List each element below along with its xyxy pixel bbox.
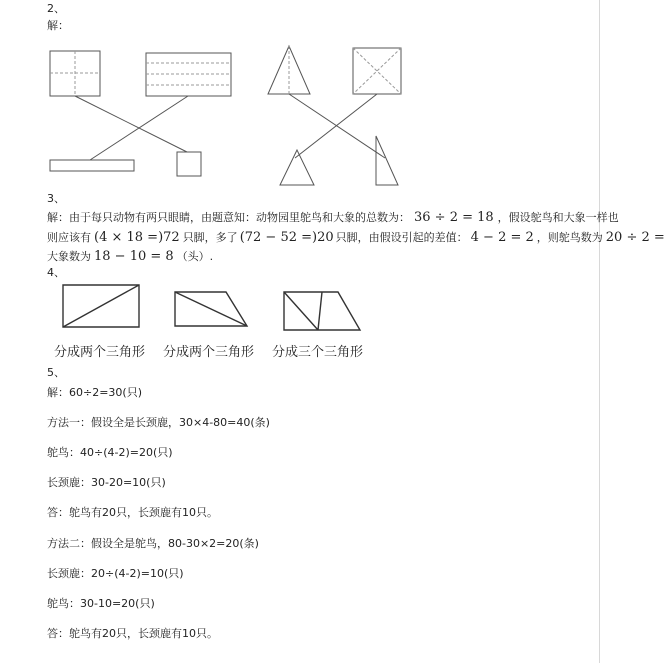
q3-line1-math: 36 ÷ 2 = 18 — [414, 210, 494, 225]
q3-line2-text-c: 只脚，由假设引起的差值： — [335, 231, 468, 244]
q3-line2-text-b: 只脚，多了 — [182, 231, 238, 244]
q3-number: 3、 — [47, 192, 65, 205]
q5-line-5: 答：鸵鸟有20只，长颈鹿有10只。 — [47, 506, 218, 519]
q3-line2-math4: 20 ÷ 2 = — [605, 230, 665, 245]
q4-rectangle-diagonal — [63, 285, 139, 327]
q2-long-strip-shape — [50, 160, 134, 171]
q3-line2 — [47, 229, 665, 245]
q3-line2-math3: 4 − 2 = 2 — [470, 230, 534, 245]
q3-line2-math1: (4 × 18 =)72 — [94, 230, 180, 245]
q3-line1-text-a: 解：由于每只动物有两只眼睛，由题意知：动物园里鸵鸟和大象的总数为： — [47, 211, 410, 224]
q3-line3-math: 18 − 10 = 8 — [94, 249, 174, 264]
q4-number: 4、 — [47, 266, 65, 279]
q2-small-triangle-left — [280, 150, 314, 185]
q3-line3-text-a: 大象数为 — [47, 250, 91, 263]
q3-line2-math2: (72 − 52 =)20 — [239, 230, 334, 245]
q3-line1-text-b: ，假设鸵鸟和大象一样也 — [497, 211, 619, 224]
q4-trapezoid3-line2 — [318, 292, 322, 330]
q4-caption-1: 分成两个三角形 — [54, 345, 146, 360]
q5-number: 5、 — [47, 366, 65, 379]
q3-line3 — [47, 248, 213, 264]
q2-small-square-shape — [177, 152, 201, 176]
q2-small-triangle-right — [376, 136, 398, 185]
q5-line-6: 方法二：假设全是鸵鸟，80-30×2=20(条) — [47, 537, 259, 550]
q2-solution-label: 解： — [47, 19, 69, 32]
q5-line-3: 鸵鸟：40÷(4-2)=20(只) — [47, 446, 173, 459]
q4-caption-3: 分成三个三角形 — [272, 345, 364, 360]
q5-line-8: 鸵鸟：30-10=20(只) — [47, 597, 155, 610]
q3-line2-text-a: 则应该有 — [47, 231, 91, 244]
q5-line-9: 答：鸵鸟有20只，长颈鹿有10只。 — [47, 627, 218, 640]
q3-line1 — [47, 209, 619, 225]
q5-line-4: 长颈鹿：30-20=10(只) — [47, 476, 166, 489]
q2-matching-diagram — [0, 40, 605, 190]
q4-trapezoid3-line1 — [284, 292, 318, 330]
q5-line-2: 方法一：假设全是长颈鹿，30×4-80=40(条) — [47, 416, 270, 429]
q3-line2-text-d: ，则鸵鸟数为 — [536, 231, 603, 244]
q5-line-1: 解：60÷2=30(只) — [47, 386, 143, 399]
q4-shapes-diagram — [0, 280, 605, 336]
q5-line-7: 长颈鹿：20÷(4-2)=10(只) — [47, 567, 184, 580]
q4-caption-2: 分成两个三角形 — [163, 345, 255, 360]
q2-number: 2、 — [47, 2, 65, 15]
q3-line3-text-b: （头）. — [176, 250, 214, 263]
